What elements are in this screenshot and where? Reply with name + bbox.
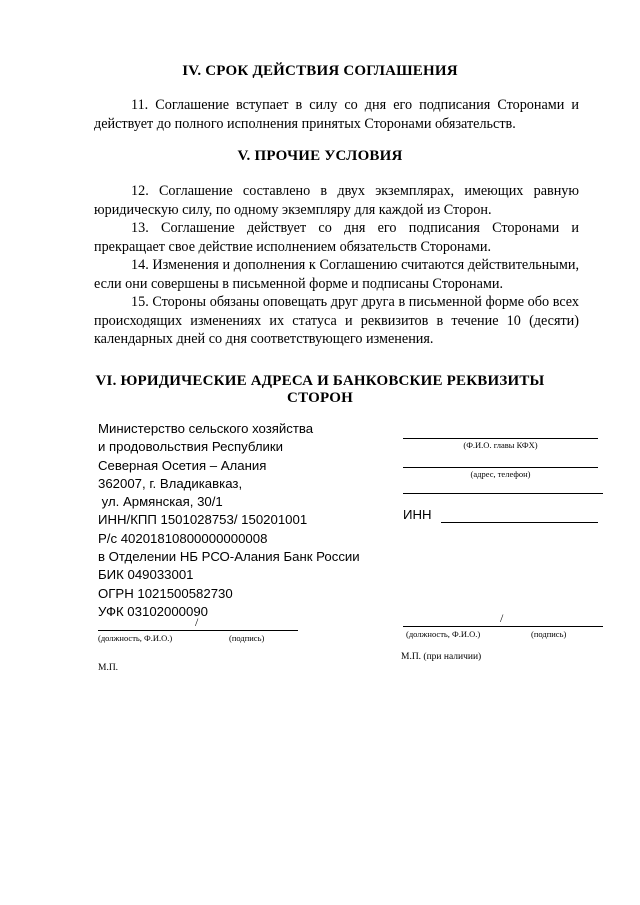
requisite-line: ИНН/КПП 1501028753/ 150201001 (98, 512, 308, 528)
right-head-name-line (403, 438, 598, 439)
left-signature-line (98, 630, 298, 631)
requisite-line: Северная Осетия – Алания (98, 457, 267, 473)
right-signature-line (403, 626, 603, 627)
right-inn-label: ИНН (403, 507, 432, 522)
clause-14: 14. Изменения и дополнения к Соглашению считаются действительными, если они совершены в письменной форме и подписаны Сторонами. (94, 257, 579, 292)
left-signature-slash: / (195, 615, 199, 629)
section-5-body (94, 182, 579, 349)
clause-13: 13. Соглашение действует со дня его подписания Сторонами и прекращает свое действие исполнением обязательств Сторонами. (94, 220, 579, 255)
section-6-heading-line-2: СТОРОН (287, 390, 353, 406)
clause-15: 15. Стороны обязаны оповещать друг друга в письменной форме обо всех происходящих изменениях их статуса и реквизитов в течение 10 (десяти) календарных дней со дня соответствующего изменения. (94, 294, 579, 347)
requisite-line: ул. Армянская, 30/1 (98, 494, 223, 510)
section-6-heading-line-1: VI. ЮРИДИЧЕСКИЕ АДРЕСА И БАНКОВСКИЕ РЕКВИЗИТЫ (95, 373, 545, 389)
right-address-line (403, 467, 598, 468)
section-4-body (94, 96, 579, 133)
right-inn-line (441, 522, 598, 523)
right-separator-line (403, 493, 603, 494)
section-4-heading: IV. СРОК ДЕЙСТВИЯ СОГЛАШЕНИЯ (182, 63, 458, 79)
left-party-requisites (98, 420, 360, 621)
right-signature-slash: / (500, 611, 504, 625)
requisite-line: 362007, г. Владикавказ, (98, 475, 243, 491)
requisite-line: ОГРН 1021500582730 (98, 585, 233, 601)
requisite-line: в Отделении НБ РСО-Алания Банк России (98, 549, 360, 565)
requisite-line: и продовольствия Республики (98, 439, 284, 455)
requisite-line: УФК 03102000090 (98, 603, 208, 619)
left-caption-position: (должность, Ф.И.О.) (98, 633, 173, 643)
clause-12: 12. Соглашение составлено в двух экземплярах, имеющих равную юридическую силу, по одному экземпляру для каждой из Сторон. (94, 183, 579, 218)
requisite-line: Р/с 40201810800000000008 (98, 530, 268, 546)
requisite-line: Министерство сельского хозяйства (98, 421, 314, 436)
requisite-line: БИК 049033001 (98, 567, 194, 583)
right-caption-signature: (подпись) (531, 629, 567, 639)
right-caption-position: (должность, Ф.И.О.) (406, 629, 481, 639)
right-caption-head: (Ф.И.О. главы КФХ) (463, 440, 538, 450)
left-stamp-label: М.П. (98, 663, 119, 673)
clause-11: 11. Соглашение вступает в силу со дня его подписания Сторонами и действует до полного исполнения принятых Сторонами обязательств. (94, 97, 579, 132)
right-caption-address: (адрес, телефон) (470, 469, 531, 479)
right-stamp-label: М.П. (при наличии) (401, 652, 482, 662)
left-caption-signature: (подпись) (229, 633, 265, 643)
section-5-heading: V. ПРОЧИЕ УСЛОВИЯ (237, 148, 403, 164)
